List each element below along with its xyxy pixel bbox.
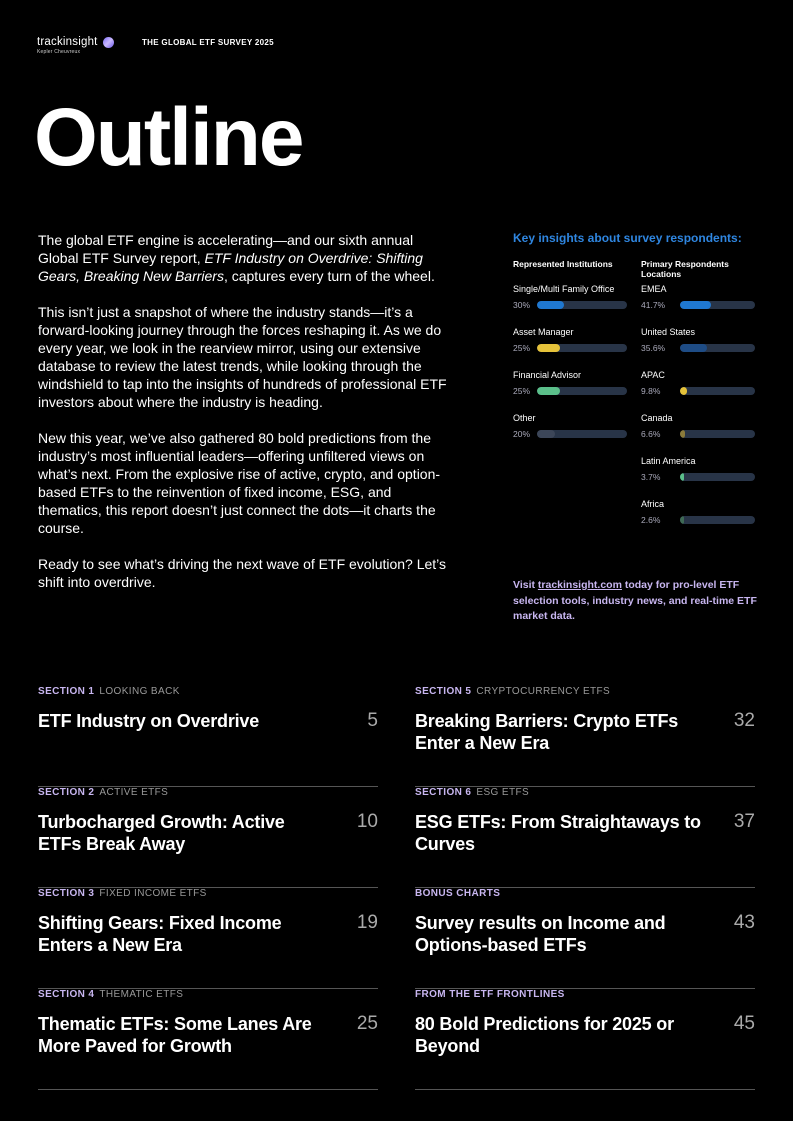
toc-page-number: 5 <box>367 710 378 731</box>
toc-page-number: 45 <box>733 1013 755 1034</box>
toc-entry[interactable] <box>415 989 755 1090</box>
toc-kicker <box>415 787 529 799</box>
institutions-column <box>513 259 627 453</box>
toc-entry[interactable] <box>38 989 378 1090</box>
insight-bar-fill <box>680 430 685 438</box>
insight-item <box>513 284 627 324</box>
toc-title[interactable]: Turbocharged Growth: Active ETFs Break Away <box>38 812 285 854</box>
insight-row <box>641 300 755 310</box>
insight-percent: 35.6% <box>641 343 666 353</box>
insight-row <box>513 386 627 396</box>
insight-percent: 25% <box>513 386 531 396</box>
toc-page-number: 43 <box>733 912 755 933</box>
toc-entry[interactable] <box>38 888 378 989</box>
locations-column <box>641 259 755 539</box>
insight-bar-track <box>680 473 755 481</box>
header <box>37 36 274 56</box>
toc-section-tag: ESG ETFS <box>476 787 530 798</box>
logo-text: trackinsight <box>37 36 98 48</box>
insight-item <box>513 413 627 453</box>
insight-bar-fill <box>680 344 707 352</box>
intro-p1-text-b: , captures every turn of the wheel. <box>223 268 435 284</box>
insight-percent: 2.6% <box>641 515 661 525</box>
toc-title[interactable]: Breaking Barriers: Crypto ETFs Enter a New Era <box>415 711 679 753</box>
intro-p1-text-a: The global ETF engine is accelerating—and our sixth annual Global ETF Survey report, <box>38 232 414 266</box>
logo-subtext: Kepler Cheuvreux <box>37 49 81 55</box>
insight-bar-fill <box>680 516 684 524</box>
insight-label: APAC <box>641 370 665 380</box>
toc-right-column <box>415 686 755 1090</box>
insight-label: Africa <box>641 499 665 509</box>
toc-section-tag: THEMATIC ETFS <box>99 989 184 1000</box>
toc-title[interactable]: Thematic ETFs: Some Lanes Are More Paved for Growth <box>38 1014 312 1056</box>
trackinsight-link[interactable]: trackinsight.com <box>537 579 622 591</box>
toc-title[interactable]: ESG ETFs: From Straightaways to Curves <box>415 812 701 854</box>
insight-item <box>641 327 755 367</box>
insight-label: Financial Advisor <box>513 370 582 380</box>
intro-paragraph-4: Ready to see what’s driving the next wave of ETF evolution? Let’s shift into overdrive. <box>38 556 447 590</box>
toc-title[interactable]: Survey results on Income and Options-based ETFs <box>415 913 666 955</box>
toc-page-number: 37 <box>733 811 755 832</box>
toc-title[interactable]: ETF Industry on Overdrive <box>38 711 260 731</box>
toc-section-label: SECTION 6 <box>415 787 472 798</box>
toc-page-number: 25 <box>356 1013 378 1034</box>
toc-section-label: SECTION 4 <box>38 989 95 1000</box>
toc-kicker <box>38 888 207 900</box>
insight-bar-track <box>680 387 755 395</box>
insight-item <box>641 370 755 410</box>
insight-item <box>641 456 755 496</box>
toc-section-tag: ACTIVE ETFS <box>99 787 169 798</box>
logo-orb-icon <box>103 37 114 48</box>
insight-item <box>513 327 627 367</box>
insight-percent: 41.7% <box>641 300 666 310</box>
toc-section-tag: CRYPTOCURRENCY ETFS <box>476 686 611 697</box>
locations-heading: Primary Respondents Locations <box>641 259 729 279</box>
toc-title[interactable]: 80 Bold Predictions for 2025 or Beyond <box>415 1014 674 1056</box>
insight-percent: 3.7% <box>641 472 661 482</box>
visit-callout <box>513 578 758 625</box>
report-title: THE GLOBAL ETF SURVEY 2025 <box>142 38 274 47</box>
insight-percent: 25% <box>513 343 531 353</box>
insight-row <box>513 300 627 310</box>
toc-kicker <box>38 989 183 1001</box>
insight-label: EMEA <box>641 284 667 294</box>
insight-bar-fill <box>680 301 711 309</box>
insight-bar-track <box>537 301 627 309</box>
toc-page-number: 19 <box>356 912 378 933</box>
toc-entry[interactable] <box>38 686 378 787</box>
insight-bar-fill <box>680 387 687 395</box>
insight-label: Canada <box>641 413 673 423</box>
intro-paragraph-2: This isn’t just a snapshot of where the industry stands—it’s a forward-looking journey through the forces reshaping it. As we do every year, we look in the rearview mirror, using our extensive database to review the latest trends, while looking through the windshield to tap into the insights of hundreds of professional ETF investors about where the industry is heading. <box>38 304 447 410</box>
insight-bar-fill <box>537 344 560 352</box>
insight-percent: 30% <box>513 300 531 310</box>
insight-item <box>513 370 627 410</box>
toc-kicker <box>415 686 610 698</box>
insight-bar-track <box>537 344 627 352</box>
insight-item <box>641 284 755 324</box>
insight-row <box>641 515 755 525</box>
insight-bar-track <box>680 516 755 524</box>
toc-section-label: SECTION 5 <box>415 686 472 697</box>
insight-row <box>641 386 755 396</box>
toc-title[interactable]: Shifting Gears: Fixed Income Enters a New Era <box>38 913 282 955</box>
insight-bar-fill <box>680 473 684 481</box>
intro-paragraph-1 <box>38 231 448 285</box>
toc-kicker <box>415 989 565 1001</box>
insight-bar-track <box>680 344 755 352</box>
insight-row <box>641 429 755 439</box>
insight-item <box>641 413 755 453</box>
intro-p1-report-name: ETF Industry on Overdrive: Shifting Gears, Breaking New Barriers <box>38 250 423 284</box>
institutions-heading: Represented Institutions <box>513 259 613 269</box>
insight-label: United States <box>641 327 696 337</box>
insight-row <box>513 343 627 353</box>
insight-percent: 9.8% <box>641 386 661 396</box>
toc-kicker <box>38 686 180 698</box>
insight-bar-fill <box>537 387 560 395</box>
insight-percent: 6.6% <box>641 429 661 439</box>
toc-section-label: SECTION 3 <box>38 888 95 899</box>
insight-bar-fill <box>537 301 564 309</box>
insight-row <box>513 429 627 439</box>
key-insights-title: Key insights about survey respondents: <box>513 231 742 245</box>
toc-entry[interactable] <box>415 787 755 888</box>
toc-section-label: SECTION 1 <box>38 686 95 697</box>
insight-bar-track <box>680 430 755 438</box>
intro-paragraph-3: New this year, we’ve also gathered 80 bold predictions from the industry’s most influential leaders—offering unfiltered views on what’s next. From the explosive rise of active, crypto, and option-based ETFs to the reinvention of fixed income, ESG, and thematics, this report doesn’t just connect the dots—it charts the course. <box>38 430 441 536</box>
insight-bar-track <box>537 430 627 438</box>
trackinsight-logo[interactable] <box>37 36 117 55</box>
toc-left-column <box>38 686 378 1090</box>
insight-label: Asset Manager <box>513 327 574 337</box>
toc-page-number: 10 <box>356 811 378 832</box>
visit-post-text: today for pro-level ETF selection tools, industry news, and real-time ETF market data. <box>513 579 757 622</box>
insight-row <box>641 343 755 353</box>
toc-kicker <box>415 888 500 900</box>
intro-text <box>38 231 448 609</box>
toc-kicker <box>38 787 168 799</box>
toc-section-tag: FIXED INCOME ETFS <box>99 888 207 899</box>
insight-label: Other <box>513 413 536 423</box>
toc-page-number: 32 <box>733 710 755 731</box>
insight-label: Latin America <box>641 456 696 466</box>
visit-pre-text: Visit <box>513 579 538 591</box>
insight-percent: 20% <box>513 429 531 439</box>
insight-bar-track <box>537 387 627 395</box>
toc-section-tag: LOOKING BACK <box>99 686 180 697</box>
insight-label: Single/Multi Family Office <box>513 284 615 294</box>
toc-section-label: BONUS CHARTS <box>415 888 501 899</box>
toc-entry[interactable] <box>415 686 755 787</box>
toc-section-label: FROM THE ETF FRONTLINES <box>415 989 565 1000</box>
insight-bar-track <box>680 301 755 309</box>
insight-item <box>641 499 755 539</box>
page-title: Outline <box>34 92 303 183</box>
insight-bar-fill <box>537 430 555 438</box>
insight-row <box>641 472 755 482</box>
toc-entry[interactable] <box>415 888 755 989</box>
toc-entry[interactable] <box>38 787 378 888</box>
key-insights-panel <box>513 231 755 525</box>
toc-section-label: SECTION 2 <box>38 787 95 798</box>
